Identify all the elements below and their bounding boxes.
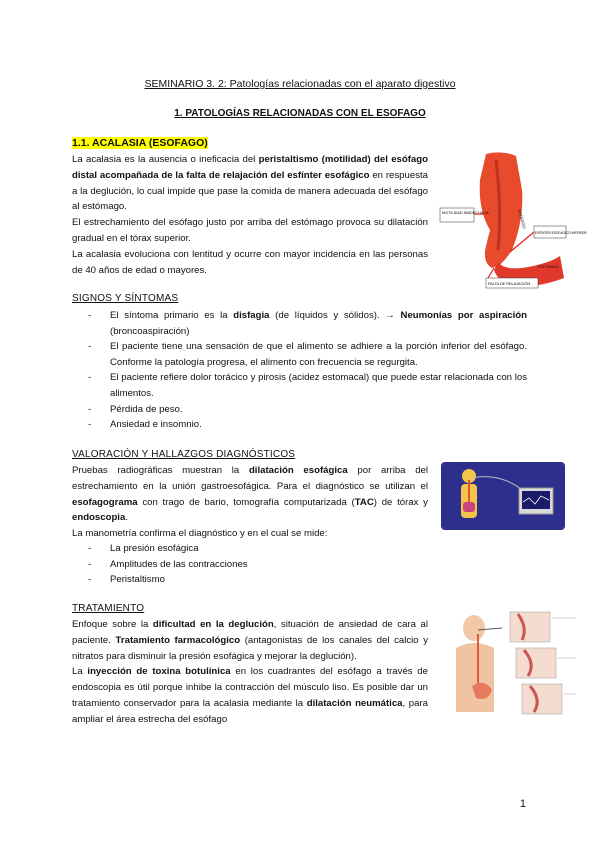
list-item: - Ansiedad e insomnio. <box>72 417 527 433</box>
signos-heading: SIGNOS Y SÍNTOMAS <box>72 293 179 304</box>
list-item: - El síntoma primario es la disfagia (de líquidos y sólidos). → Neumonías por aspiración (broncoaspiración) <box>72 308 527 339</box>
dilatation-figure <box>448 608 582 720</box>
list-item: - El paciente tiene una sensación de que el alimento se adhiere a la porción inferior del esófago. Conforme la patología progresa, el alimento con frecuencia se regurgita. <box>72 339 527 370</box>
section-title: 1. PATOLOGÍAS RELACIONADAS CON EL ESOFAGO <box>174 108 426 119</box>
label-estomago: ESTÓMAGO <box>538 265 559 269</box>
label-esofago: ESÓFAGO <box>517 208 527 230</box>
acalasia-text <box>72 152 428 278</box>
list-item: - Pérdida de peso. <box>72 402 527 418</box>
page-number: 1 <box>519 798 526 810</box>
tratamiento-paragraph-2: La inyección de toxina botulínica en los cuadrantes del esófago a través de endoscopia es útil porque inhibe la contracción del músculo liso. Es posible dar un tratamiento conservador para la acalasia mediante la dilatación neumática, para ampliar el área estrecha del esófago <box>72 666 428 725</box>
document-title: SEMINARIO 3. 2: Patologías relacionadas con el aparato digestivo <box>144 78 456 90</box>
valoracion-heading: VALORACIÓN Y HALLAZGOS DIAGNÓSTICOS <box>72 449 296 460</box>
manometria-list <box>72 541 372 588</box>
list-item: - Peristaltismo <box>72 572 372 588</box>
diagnostic-figure <box>441 462 565 530</box>
list-item: - El paciente refiere dolor torácico y pirosis (acidez estomacal) que puede estar relacionada con los alimentos. <box>72 370 527 401</box>
list-item: - La presión esofágica <box>72 541 372 557</box>
acalasia-heading: 1.1. ACALASIA (ESOFAGO) <box>72 137 208 149</box>
acalasia-esophagus-figure <box>438 150 587 290</box>
label-esfinter: ESFÍNTER ESOFÁGICO INFERIOR <box>535 231 587 235</box>
acalasia-paragraph-2: El estrechamiento del esófago justo por arriba del estómago provoca su dilatación gradual en el tórax superior. <box>72 217 428 244</box>
acalasia-paragraph-1: La acalasia es la ausencia o ineficacia del peristaltismo (motilidad) del esófago distal acompañada de la falta de relajación del esfínter esofágico en respuesta a la deglución, lo cual impide que pase la comida de manera adecuada del esófago al estómago. <box>72 154 428 213</box>
tratamiento-heading: TRATAMIENTO <box>72 603 145 614</box>
valoracion-paragraph-1: Pruebas radiográficas muestran la dilatación esofágica por arriba del estrechamiento en la unión gastroesofágica. Para el diagnóstico se utilizan el esofagograma con trago de bario, tomografía computarizada (TAC) de tórax y endoscopia. <box>72 465 428 524</box>
signos-list <box>72 308 527 433</box>
tratamiento-text <box>72 617 428 728</box>
tratamiento-paragraph-1: Enfoque sobre la dificultad en la deglución, situación de ansiedad de cara al paciente. Tratamiento farmacológico (antagonistas de los canales del calcio y nitratos para disminuir la presión esofágica y mejorar la deglución). <box>72 619 428 662</box>
label-motilidad: MOTILIDAD INADECUADA <box>442 211 489 215</box>
list-item: - Amplitudes de las contracciones <box>72 557 372 573</box>
acalasia-paragraph-3: La acalasia evoluciona con lentitud y ocurre con mayor incidencia en las personas de 40 años de edad o mayores. <box>72 248 428 276</box>
label-falta: FALTA DE RELAJACIÓN <box>488 282 531 286</box>
valoracion-text <box>72 463 428 542</box>
valoracion-paragraph-2: La manometría confirma el diagnóstico y en el cual se mide: <box>72 528 328 540</box>
